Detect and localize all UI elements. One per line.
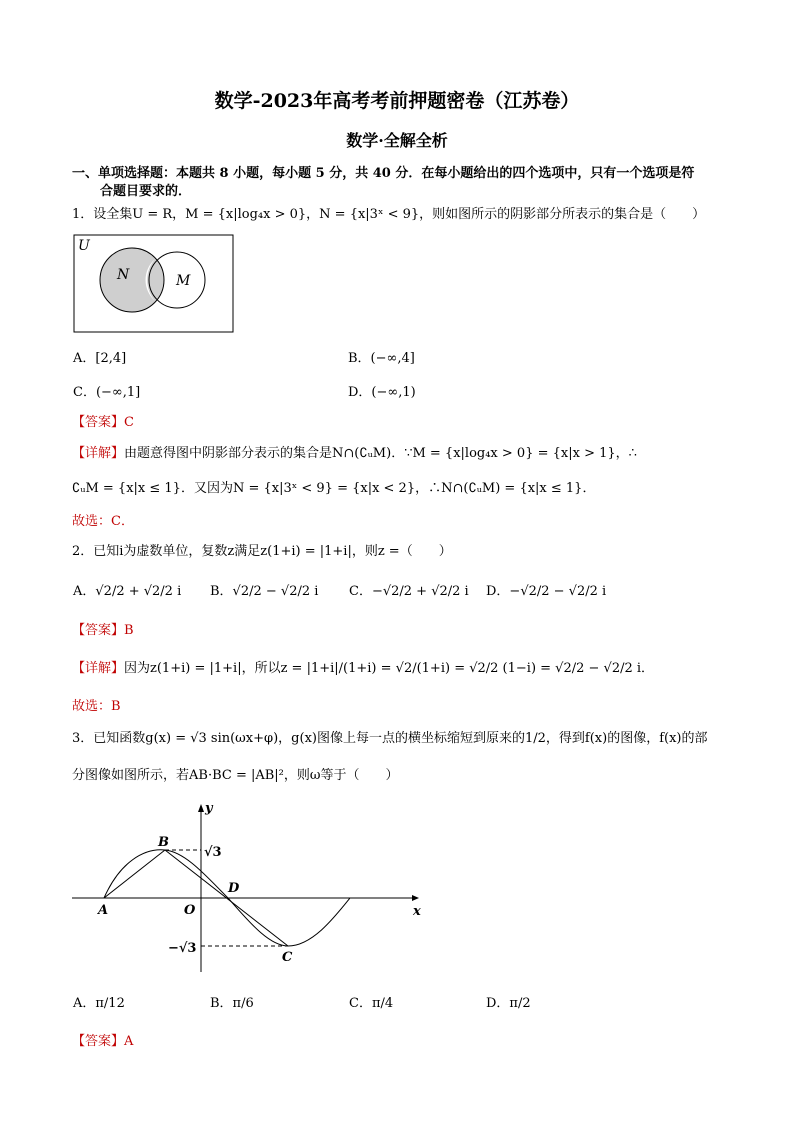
q1-detail-line1 bbox=[72, 442, 637, 461]
q2-option-d: D．−√2/2 − √2/2 i bbox=[486, 584, 607, 599]
answer-tag: 【答案】 bbox=[72, 415, 125, 430]
q3-option-a: A．π/12 bbox=[73, 996, 125, 1011]
page-subtitle: 数学·全解全析 bbox=[346, 131, 448, 150]
q2-option-a: A．√2/2 + √2/2 i bbox=[73, 584, 182, 599]
q1-conclusion: 故选：C． bbox=[72, 514, 134, 529]
y-axis-arrow bbox=[198, 804, 204, 812]
q3-option-d: D．π/2 bbox=[486, 996, 531, 1011]
q1-stem: 1．设全集U = R，M = {x|log₄x > 0}，N = {x|3ˣ < 9}，则如图所示的阴影部分所表示的集合是（ ） bbox=[72, 207, 706, 222]
detail-text: 由题意得图中阴影部分表示的集合是N∩(∁ᵤM)．∵M = {x|log₄x > 0} = {x|x > 1}，∴ bbox=[124, 446, 637, 461]
q1-answer bbox=[72, 411, 134, 430]
answer-value: B bbox=[124, 623, 134, 638]
q2-answer bbox=[72, 619, 134, 638]
label-sqrt3: √3 bbox=[204, 845, 222, 860]
q2-option-c: C．−√2/2 + √2/2 i bbox=[349, 584, 469, 599]
detail-tag: 【详解】 bbox=[72, 446, 125, 461]
answer-tag: 【答案】 bbox=[72, 623, 125, 638]
q1-detail-line2: ∁ᵤM = {x|x ≤ 1}．又因为N = {x|3ˣ < 9} = {x|x < 2}，∴N∩(∁ᵤM) = {x|x ≤ 1}． bbox=[72, 481, 596, 496]
label-b: B bbox=[158, 835, 169, 850]
section-heading-line2: 合题目要求的． bbox=[100, 184, 192, 199]
venn-label-m: M bbox=[176, 273, 191, 289]
section-heading-line1: 一、单项选择题：本题共 8 小题，每小题 5 分，共 40 分．在每小题给出的四个选项中，只有一个选项是符 bbox=[72, 166, 695, 181]
page-title: 数学-2023年高考考前押题密卷（江苏卷） bbox=[214, 90, 580, 112]
q1-option-c: C．(−∞,1] bbox=[73, 385, 141, 400]
label-y: y bbox=[205, 801, 213, 816]
answer-value: C bbox=[124, 415, 134, 430]
label-d: D bbox=[228, 881, 240, 896]
answer-tag: 【答案】 bbox=[72, 1034, 125, 1049]
q1-option-a: A．[2,4] bbox=[73, 351, 127, 366]
q2-detail bbox=[72, 657, 654, 676]
q1-option-d: D．(−∞,1) bbox=[348, 385, 416, 400]
q3-answer bbox=[72, 1030, 133, 1049]
q3-stem-line1: 3．已知函数g(x) = √3 sin(ωx+φ)，g(x)图像上每一点的横坐标缩短到原来的1/2，得到f(x)的图像，f(x)的部 bbox=[72, 731, 708, 746]
label-c: C bbox=[282, 950, 293, 965]
q2-conclusion: 故选：B bbox=[72, 699, 121, 714]
answer-value: A bbox=[124, 1034, 134, 1049]
venn-set-n bbox=[100, 248, 164, 312]
q3-option-b: B．π/6 bbox=[210, 996, 254, 1011]
q3-graph bbox=[68, 800, 428, 980]
detail-tag: 【详解】 bbox=[72, 661, 125, 676]
x-axis-arrow bbox=[412, 895, 419, 901]
label-neg-sqrt3: −√3 bbox=[168, 941, 197, 956]
q1-option-b: B．(−∞,4] bbox=[348, 351, 415, 366]
q1-venn-diagram bbox=[73, 234, 235, 334]
q2-stem: 2．已知i为虚数单位，复数z满足z(1+i) = |1+i|，则z =（ ） bbox=[72, 544, 452, 559]
venn-label-n: N bbox=[117, 267, 130, 283]
q3-stem-line2: 分图像如图所示，若AB·BC = |AB|²，则ω等于（ ） bbox=[72, 768, 399, 783]
detail-text: 因为z(1+i) = |1+i|，所以z = |1+i|/(1+i) = √2/(1+i) = √2/2 (1−i) = √2/2 − √2/2 i． bbox=[124, 661, 655, 676]
label-x: x bbox=[413, 904, 421, 919]
q2-option-b: B．√2/2 − √2/2 i bbox=[210, 584, 319, 599]
q3-option-c: C．π/4 bbox=[349, 996, 394, 1011]
label-a: A bbox=[98, 903, 109, 918]
venn-label-u: U bbox=[78, 238, 90, 254]
label-o: O bbox=[184, 903, 196, 918]
segment-ab bbox=[104, 850, 165, 898]
